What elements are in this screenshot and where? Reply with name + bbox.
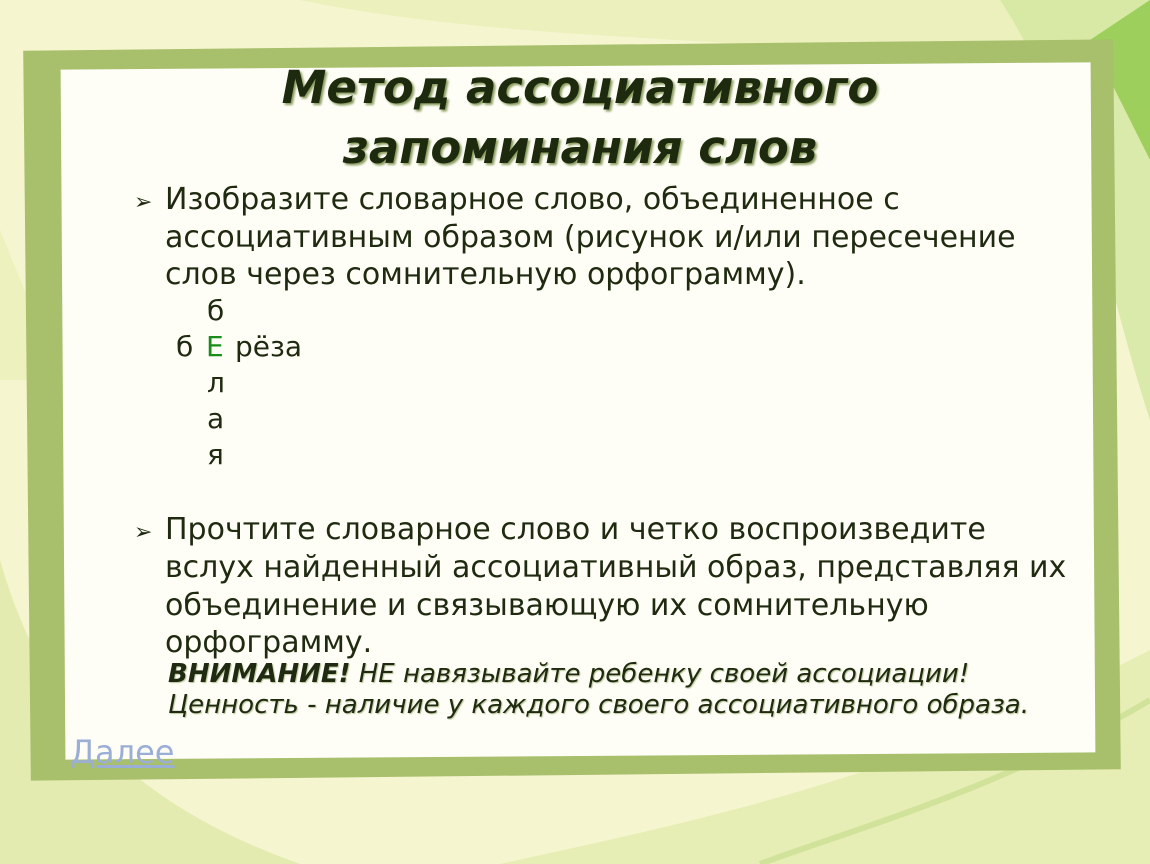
- bullet2-line-4: орфограмму.: [165, 625, 373, 660]
- crossword-vertical-letter: а: [207, 402, 225, 435]
- crossword-horizontal-rest: рёза: [235, 330, 303, 363]
- crossword-vertical-letter: я: [207, 438, 224, 471]
- bullet2-line-1: Прочтите словарное слово и четко воспроизведите: [165, 512, 986, 547]
- warning-text: НЕ навязывайте ребенку своей ассоциации!: [350, 659, 970, 689]
- bullet1-line-1: Изобразите словарное слово, объединенное с: [165, 182, 900, 217]
- title-line-2: запоминания слов: [342, 121, 818, 174]
- bullet1-line-2: ассоциативным образом (рисунок и/или пересечение: [165, 220, 1016, 255]
- bullet-arrow-icon: ➢: [134, 520, 153, 545]
- slide-title: [200, 58, 960, 178]
- crossword-vertical-letter: л: [207, 366, 225, 399]
- crossword-vertical-top: б: [207, 294, 225, 327]
- bullet1-line-3: слов через сомнительную орфограмму).: [165, 257, 806, 292]
- warning-line-1: [168, 658, 969, 690]
- title-line-1: Метод ассоциативного: [281, 61, 879, 114]
- bullet2-line-2: вслух найденный ассоциативный образ, представляя их: [165, 550, 1067, 585]
- crossword-horizontal-start: б: [176, 330, 194, 363]
- warning-label: ВНИМАНИЕ!: [168, 659, 351, 689]
- warning-line-2: Ценность - наличие у каждого своего ассоциативного образа.: [168, 690, 1029, 720]
- crossword-shared-letter: Е: [206, 330, 224, 363]
- next-link[interactable]: Далее: [70, 733, 175, 771]
- bullet-arrow-icon: ➢: [134, 190, 153, 215]
- bullet2-line-3: объединение и связывающую их сомнительную: [165, 588, 929, 623]
